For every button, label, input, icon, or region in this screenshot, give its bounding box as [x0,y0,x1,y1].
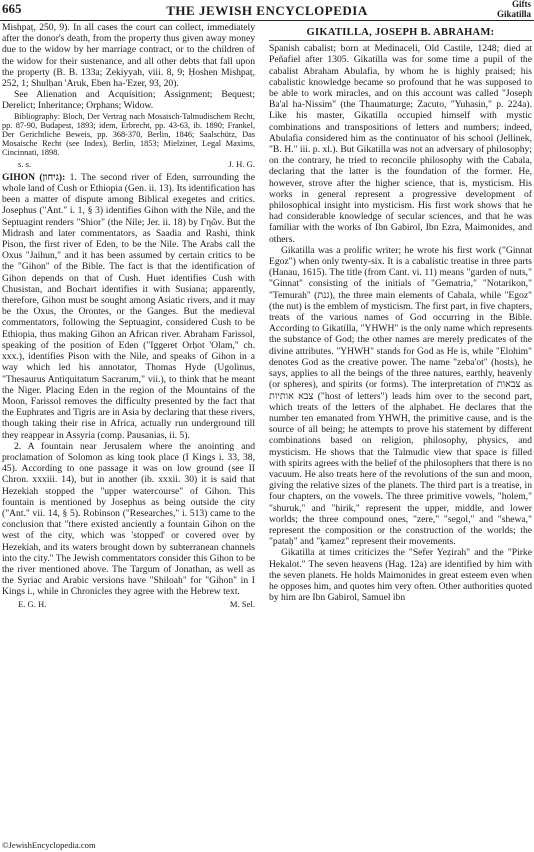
gihon-paragraph-1: 1. The second river of Eden, surrounding the whole land of Cush or Ethiopia (Gen. ii. 13). Its identification has been a matter of dispute among Biblical exegetes and critics. Josephus ("Ant." i. 1, § 3) identifies Gihon with the Nile, and the Septuagint renders "Shior" (the Nile; Jer. ii. 18) by Γηῶν. But the Midrash and later commentators, as Saadia and Rashi, think Pison, the first river of Eden, to be the Nile. The Arabs call the Oxus "Jaihun," and it has been assumed by certain critics to be the "Gihon" of the Bible. The fact is that the identification of Gihon depends on that of Cush. Huet identifies Cush with Chusistan, and Bochart identifies it with Susiana; apparently, therefore, Gihon must be sought among Asiatic rivers, and it may be the Oxus, the Orontes, or the Ganges. But the medieval commentators, following the Septuagint, considered Cush to be Ethiopia, thus making Gihon an African river. Abraham Farissol, speaking of the position of Eden ("Iggeret Orḥot 'Olam," ch. xxx.), identifies Pison with the Nile, and speaks of Gihon in a way which led his annotator, Thomas Hyde (Ugolinus, "Thesaurus Antiquitatum Sacrarum," vii.), to think that he meant the Niger. Placing Eden in the region of the Mountains of the Moon, Farissol removes the difficulty presented by the fact that the Euphrates and Tigris are in Asia by declaring that these rivers, though taking their rise in Africa, actually run underground till they reappear in Assyria (comp. Pausanias, ii. 5). [2,171,255,441]
journal-title: THE JEWISH ENCYCLOPEDIA [166,3,368,18]
article-heading: GIKATILLA, JOSEPH B. ABRAHAM: [269,27,532,41]
page-header [0,0,534,21]
gikatilla-paragraph-2: Gikatilla was a prolific writer; he wrote his first work ("Ginnat Egoz") when only twenty-six. It is a cabalistic treatise in three parts (Hanau, 1615). The title (from Cant. vi. 11) means "garden of nuts," "Ginnat" consisting of the initials of "Gematria," "Notarikon," "Temurah" (גנת), the three main elements of Cabala, while "Egoz" (the nut) is the emblem of mysticism. The first part, in five chapters, treats of the various names of God occurring in the Bible. According to Gikatilla, "YHWH" is the only name which represents the substance of God; the other names are merely predicates of the divine attributes. "YHWH" stands for God as He is, while "Elohim" denotes God as the creative power. The name "zeba'ot" (hosts), he says, applies to all the beings of the three natures, earthly, heavenly (or spheres), and spirits (or forms). The interpretation of צבאות as צבא אותיות ("host of letters") leads him over to the second part, which treats of the letters of the alphabet. He declares that the number ten emanated from YHWH, the primitive cause, and is the source of all being; he attempts to prove his statement by different combinations based on religion, philosophy, physics, and mysticism. He shows that the Talmudic view that space is filled with spirits agrees with the belief of the philosophers that there is no vacuum. He also treats here of the revolutions of the sun and moon, giving the relative sizes of the planets. The third part is a treatise, in four chapters, on the vowels. The three primitive vowels, "holem," "shuruk," and "hirik," represent the upper, middle, and lower worlds; the three compound ones, "zere," "segol," and "shewa," represent the composition or the construction of the worlds; the "pataḥ" and "ḳamez" represent their movements. [269,244,532,548]
left-column [2,22,255,610]
signature-gihon [2,599,255,610]
author-initials: J. H. G. [228,158,255,169]
signature-initials: s. s. [18,158,32,169]
gifts-paragraph-end: Mishpaṭ, 250, 9). In all cases the court can collect, immediately after the donor's death, from the property thus given away money due to the widow by her marriage contract, or to the children of the widow for their sustenance, and all other debts that fall upon the property (B. B. 133a; Zekiyyah, viii. 8, 9; Ḥoshen Mishpaṭ, 252, 1; Shulḥan 'Aruk, Eben ha-'Ezer, 93, 20). [2,22,255,90]
keyword-bottom: Gikatilla [496,8,531,19]
signature-gifts [2,159,255,170]
page-number: 665 [2,1,22,16]
see-also: See Alienation and Acquisition; Assignment; Bequest; Derelict; Inheritance; Orphans; Widow. [2,89,255,112]
gikatilla-paragraph-3: Gikatilla at times criticizes the "Sefer Yeẓirah" and the "Pirke Hekalot." The seven heavens (Hag. 12a) are identified by him with the seven planets. He holds Maimonides in great esteem even when he opposes him, and quotes him very often. Other authorities quoted by him are Ibn Gabirol, Samuel ibn [269,547,532,604]
signature-initials: E. G. H. [18,598,47,609]
author-initials: M. Sel. [229,598,255,609]
gikatilla-paragraph-1: Spanish cabalist; born at Medinaceli, Old Castile, 1248; died at Peñafiel after 1305. Gikatilla was for some time a pupil of the cabalist Abraham Abulafia, by whom he is highly praised; his cabalistic knowledge became so profound that he was supposed to be able to work miracles, and on this account was called "Joseph Ba'al ha-Nissim" (the Thaumaturge; Zacuto, "Yuhasin," p. 224a). Like his master, Gikatilla occupied himself with mystic combinations and transpositions of letters and numbers; indeed, Abulafia considered him as the continuator of his school (Jellinek, "B. H." iii. p. xl.). But Gikatilla was not an adversary of philosophy; on the contrary, he tried to reconcile philosophy with the Cabala, declaring that the latter is the foundation of the former. He, however, strove after the higher science, that is, mysticism. His works in general represent a progressive development of philosophical insight into mysticism. His first work shows that he had considerable knowledge of secular sciences, and that he was familiar with the works of Ibn Gabirol, Ibn Ezra, Maimonides, and others. [269,43,532,245]
gihon-paragraph-2: 2. A fountain near Jerusalem where the anointing and proclamation of Solomon as king took place (I Kings i. 33, 38, 45). According to one passage it was on low ground (see II Chron. xxxiii. 14), but in another (ib. xxxii. 30) it is said that Hezekiah stopped the "upper watercourse" of Gihon. This fountain is mentioned by Josephus as being outside the city ("Ant." vii. 14, § 5). Robinson ("Researches," i. 513) came to the conclusion that "there existed anciently a fountain Gihon on the west of the city, which was 'stopped' or covered over by Hezekiah, and its waters brought down by subterranean channels into the city." The Jewish commentators consider this Gihon to be the river mentioned above. The Targum of Jonathan, as well as the Syriac and Arabic versions have "Shiloah" for "Gihon" in I Kings i., while in Chronicles they agree with the Hebrew text. [2,440,255,598]
keyword-top: Gifts [512,0,531,9]
copyright-footer: ©JewishEncyclopedia.com [2,840,96,850]
right-column [269,27,532,603]
running-keywords [483,0,531,19]
gihon-heading: GIHON (גיחון): [2,171,66,183]
bibliography: Bibliography: Bloch, Der Vertrag nach Mosaisch-Talmudischem Recht, pp. 87-90, Budapest, 1893; idem, Erbrecht, pp. 43-63, ib. 1890; Frankel, Der Gerichtliche Beweis, pp. 368-370, Berlin, 1846; Saalschütz, Das Mosaische Recht (see Index), Berlin, 1853; Mielziner, Legal Maxims, Cincinnati, 1898. [2,111,255,158]
